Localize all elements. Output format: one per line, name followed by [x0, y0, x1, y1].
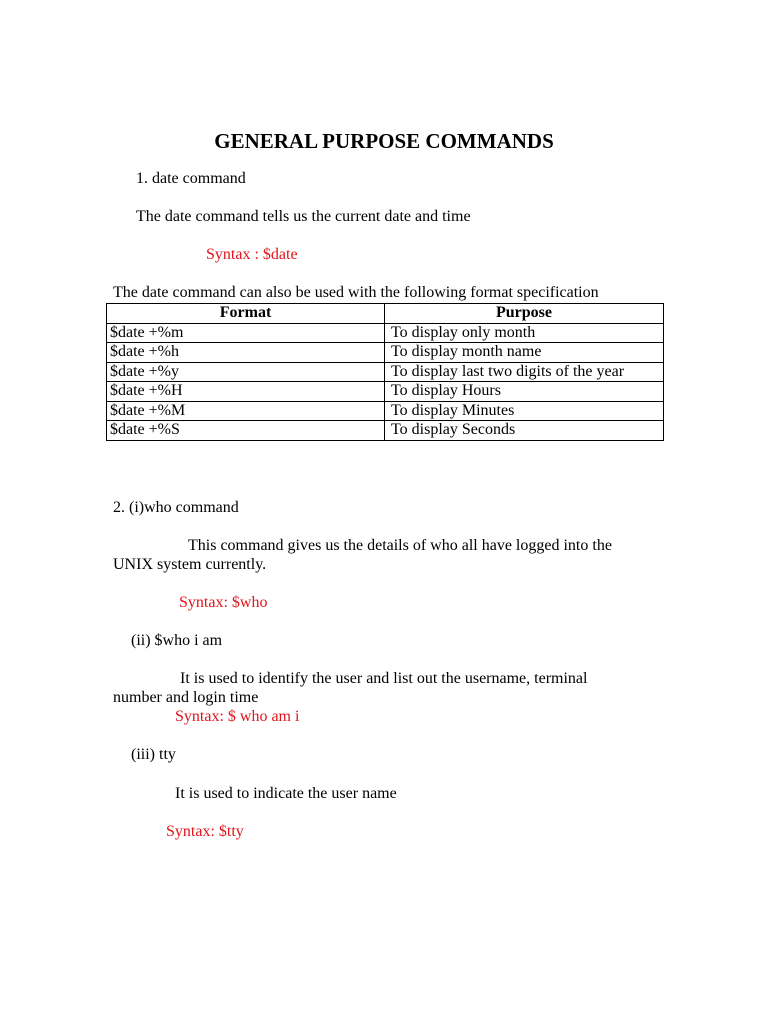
table-header-purpose: Purpose	[385, 304, 664, 324]
date-syntax: Syntax : $date	[206, 246, 298, 263]
table-row	[107, 382, 664, 402]
table-row	[107, 401, 664, 421]
date-format-intro: The date command can also be used with the following format specification	[113, 284, 599, 301]
tty-heading: (iii) tty	[131, 746, 176, 763]
page-title: GENERAL PURPOSE COMMANDS	[214, 129, 554, 153]
who-description-line2: UNIX system currently.	[113, 556, 267, 573]
whoami-heading: (ii) $who i am	[131, 632, 223, 649]
whoami-syntax: Syntax: $ who am i	[175, 708, 300, 725]
format-cell: $date +%S	[107, 421, 385, 441]
format-cell: $date +%M	[107, 401, 385, 421]
table-row	[107, 323, 664, 343]
table-row	[107, 362, 664, 382]
purpose-cell: To display only month	[385, 323, 664, 343]
purpose-cell: To display Minutes	[385, 401, 664, 421]
tty-description: It is used to indicate the user name	[175, 785, 397, 802]
format-cell: $date +%y	[107, 362, 385, 382]
whoami-description-line1: It is used to identify the user and list out the username, terminal	[180, 670, 588, 687]
who-syntax: Syntax: $who	[179, 594, 268, 611]
purpose-cell: To display Seconds	[385, 421, 664, 441]
format-cell: $date +%h	[107, 343, 385, 363]
tty-syntax: Syntax: $tty	[166, 823, 244, 840]
table-row	[107, 421, 664, 441]
table-row	[107, 343, 664, 363]
who-command-heading: 2. (i)who command	[113, 499, 239, 516]
purpose-cell: To display Hours	[385, 382, 664, 402]
date-format-table	[106, 303, 664, 441]
date-command-heading: 1. date command	[136, 170, 246, 187]
table-header-format: Format	[107, 304, 385, 324]
table-header-row	[107, 304, 664, 324]
purpose-cell: To display month name	[385, 343, 664, 363]
format-cell: $date +%H	[107, 382, 385, 402]
date-command-description: The date command tells us the current date and time	[136, 208, 471, 225]
who-description-line1: This command gives us the details of who all have logged into the	[188, 537, 612, 554]
format-cell: $date +%m	[107, 323, 385, 343]
purpose-cell: To display last two digits of the year	[385, 362, 664, 382]
whoami-description-line2: number and login time	[113, 689, 259, 706]
